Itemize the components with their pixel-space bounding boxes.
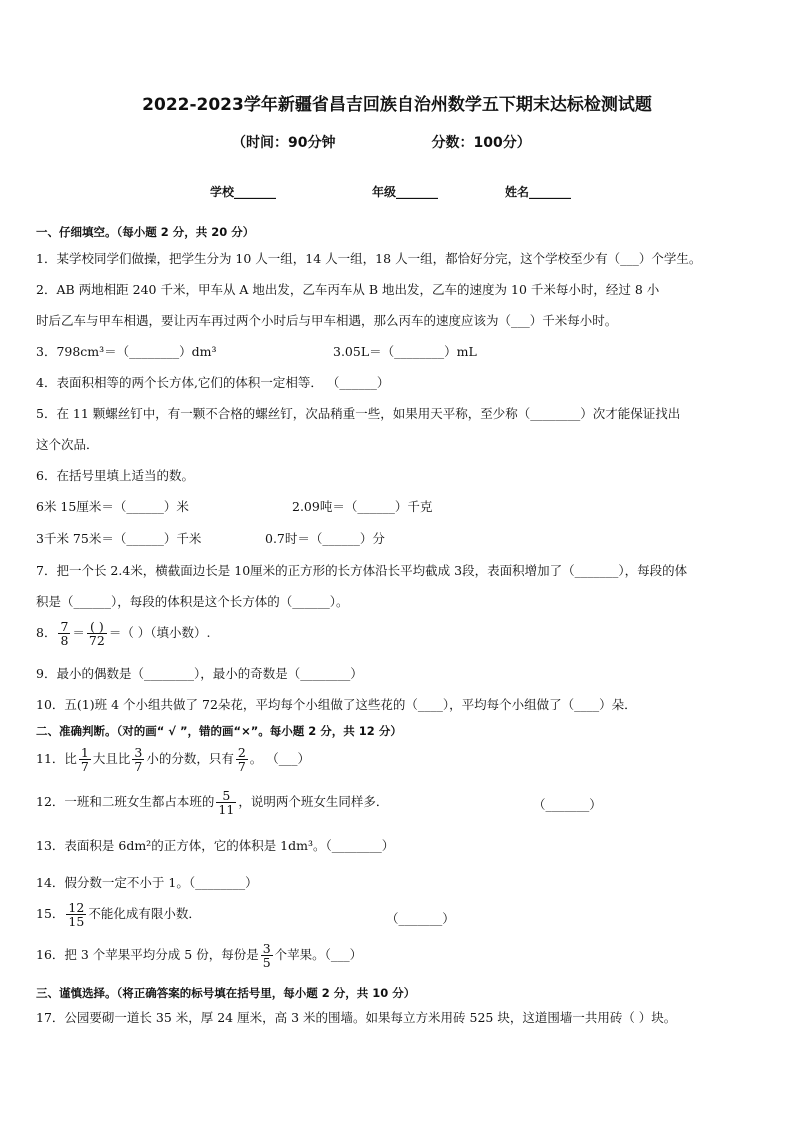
fraction: $\frac{( )}{72}$ <box>88 619 105 648</box>
question-6c: 3千米 75米＝（______）千米 <box>36 531 202 546</box>
fraction: $\frac{3}{5}$ <box>262 941 271 970</box>
fraction: $\frac{7}{8}$ <box>60 619 69 648</box>
question-15-blank[interactable]: （_______） <box>386 911 455 926</box>
question-12-blank[interactable]: （_______） <box>533 797 602 812</box>
question-3b: 3.05L＝（________）mL <box>333 344 477 359</box>
section-heading: 三、谨慎选择。（将正确答案的标号填在括号里，每小题 2 分，共 10 分） <box>36 986 416 1000</box>
question-7-line-2: 积是（______），每段的体积是这个长方体的（______）。 <box>36 594 349 609</box>
question-14: 14．假分数一定不小于 1。（________） <box>36 875 258 890</box>
question-6d: 0.7时＝（______）分 <box>265 531 385 546</box>
fraction: $\frac{12}{15}$ <box>68 900 85 929</box>
exam-title: 2022-2023学年新疆省昌吉回族自治州数学五下期末达标检测试题 <box>142 95 652 115</box>
question-2-line-1: 2．AB 两地相距 240 千米，甲车从 A 地出发，乙车丙车从 B 地出发，乙车的速度为 10 千米每小时，经过 8 小 <box>36 282 660 297</box>
name-field[interactable]: 姓名_______ <box>505 185 572 199</box>
question-15: 15． $\frac{12}{15}$ 不能化成有限小数． <box>36 900 201 929</box>
question-10: 10．五(1)班 4 个小组共做了 72朵花，平均每个小组做了这些花的（____），平均每个小组做了（____）朵． <box>36 697 637 712</box>
question-5-line-1: 5．在 11 颗螺丝钉中，有一颗不合格的螺丝钉，次品稍重一些，如果用天平称，至少称（________）次才能保证找出 <box>36 406 681 421</box>
section-heading: 二、准确判断。（对的画“ √ ”，错的画“×”。每小题 2 分，共 12 分） <box>36 724 402 738</box>
question-12: 12．一班和二班女生都占本班的 $\frac{5}{11}$ ，说明两个班女生同样多． <box>36 788 389 817</box>
score-label: 分数：100分） <box>431 135 531 151</box>
question-1: 1．某学校同学们做操，把学生分为 10 人一组，14 人一组，18 人一组，都恰好分完，这个学校至少有（___）个学生。 <box>36 251 702 266</box>
question-4: 4．表面积相等的两个长方体,它们的体积一定相等． （______） <box>36 375 390 390</box>
question-5-line-2: 这个次品． <box>36 437 99 452</box>
exam-subtitle <box>232 132 531 152</box>
fraction: $\frac{3}{7}$ <box>134 745 143 774</box>
section-heading: 一、仔细填空。（每小题 2 分，共 20 分） <box>36 225 255 239</box>
fraction: $\frac{1}{7}$ <box>80 745 89 774</box>
question-6a: 6米 15厘米＝（______）米 <box>36 499 189 514</box>
question-13: 13．表面积是 6dm²的正方体，它的体积是 1dm³。（________） <box>36 838 395 853</box>
grade-field[interactable]: 年级_______ <box>372 185 439 199</box>
question-9: 9．最小的偶数是（________），最小的奇数是（________） <box>36 666 363 681</box>
question-16: 16．把 3 个苹果平均分成 5 份，每份是 $\frac{3}{5}$ 个苹果。（___） <box>36 941 363 970</box>
question-6: 6．在括号里填上适当的数。 <box>36 468 194 483</box>
question-11: 11．比 $\frac{1}{7}$ 大且比 $\frac{3}{7}$ 小的分数，只有 $\frac{2}{7}$ 。 （___） <box>36 745 311 774</box>
question-3a: 3．798cm³＝（________）dm³ <box>36 344 217 359</box>
question-6b: 2.09吨＝（______）千克 <box>292 499 433 514</box>
fraction: $\frac{5}{11}$ <box>218 788 235 817</box>
school-field[interactable]: 学校_______ <box>210 185 277 199</box>
question-2-line-2: 时后乙车与甲车相遇，要让丙车再过两个小时后与甲车相遇，那么丙车的速度应该为（___）千米每小时。 <box>36 313 618 328</box>
question-8: 8． $\frac{7}{8}$ ＝ $\frac{( )}{72}$ ＝（ ）（填小数）. <box>36 619 211 648</box>
fraction: $\frac{2}{7}$ <box>237 745 246 774</box>
time-label: （时间：90分钟 <box>232 135 336 151</box>
question-7-line-1: 7．把一个长 2.4米，横截面边长是 10厘米的正方形的长方体沿长平均截成 3段，表面积增加了（_______），每段的体 <box>36 563 688 578</box>
question-17: 17．公园要砌一道长 35 米，厚 24 厘米，高 3 米的围墙。如果每立方米用砖 525 块，这道围墙一共用砖（ ）块。 <box>36 1010 677 1025</box>
